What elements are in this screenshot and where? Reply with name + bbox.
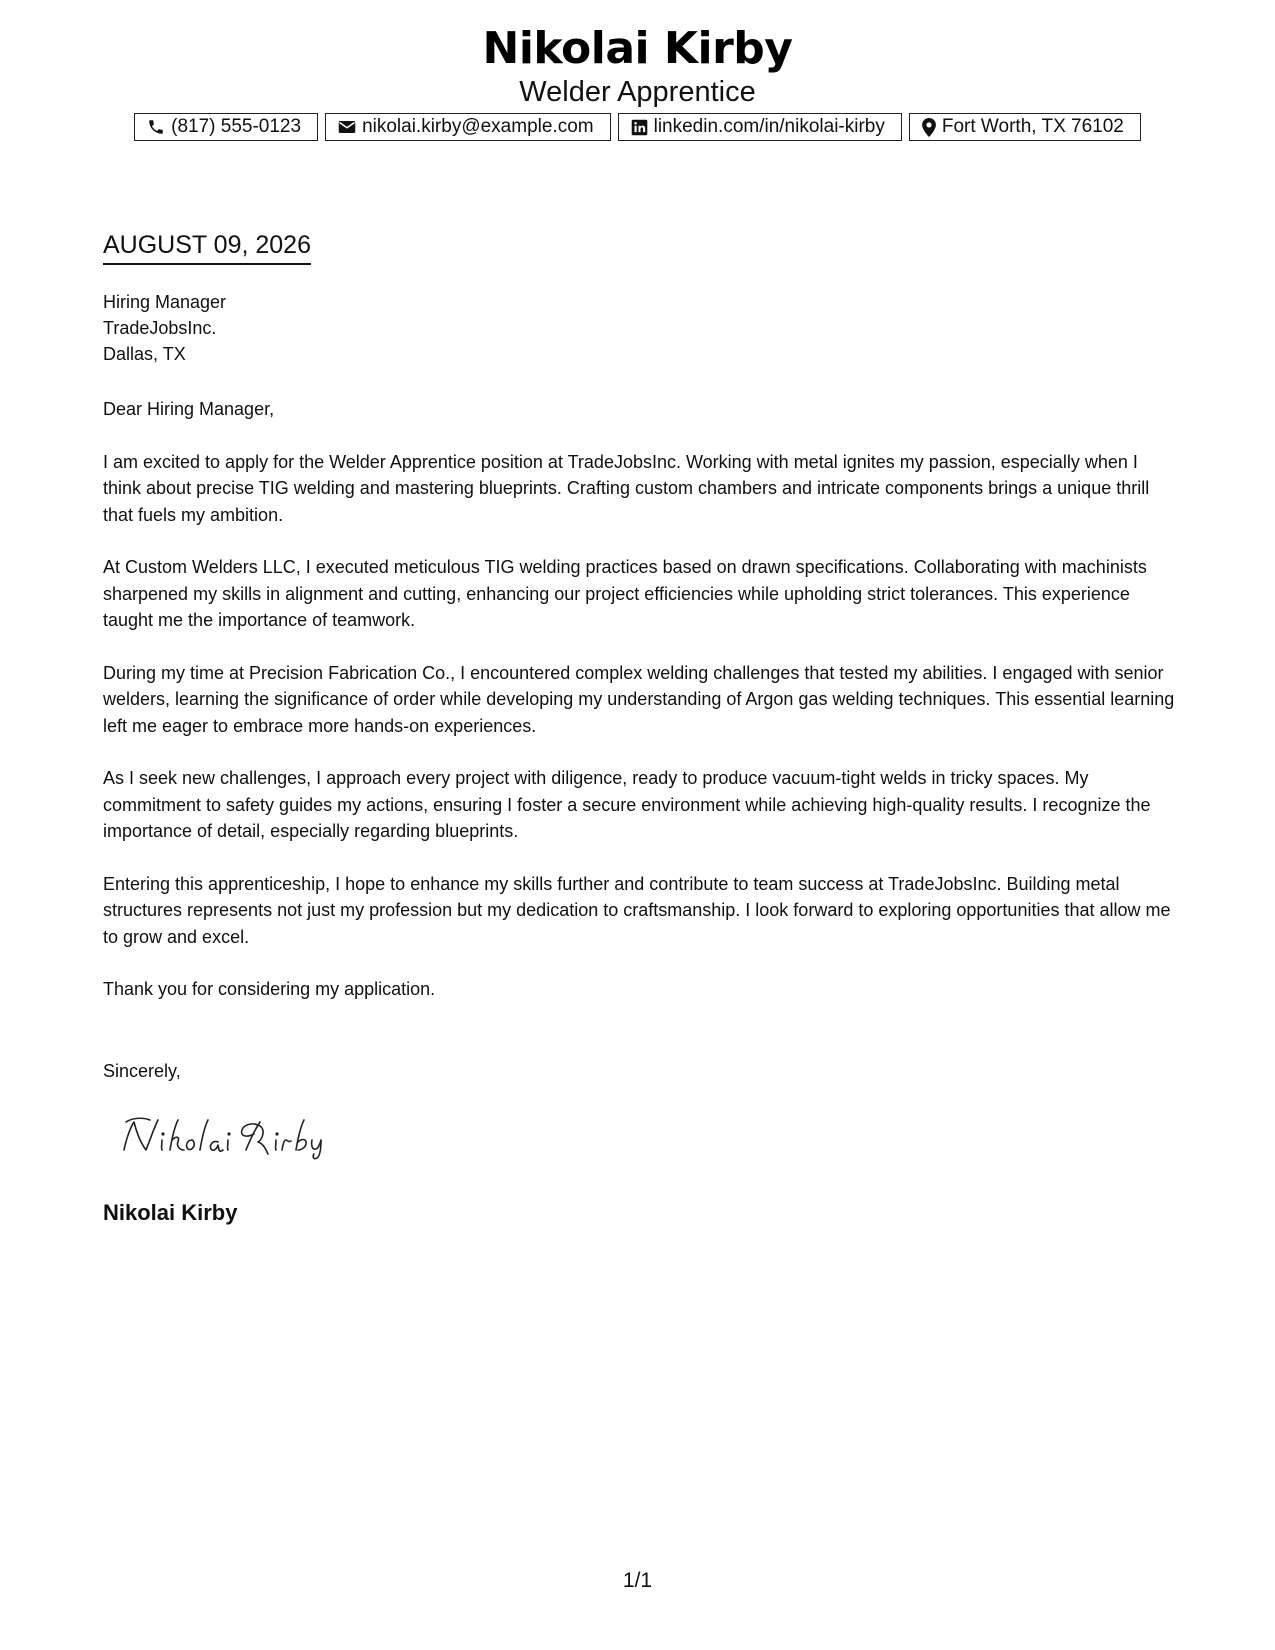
recipient-line: Hiring Manager — [103, 292, 227, 312]
salutation: Dear Hiring Manager, — [103, 399, 275, 419]
body-paragraph: Entering this apprenticeship, I hope to enhance my skills further and contribute to team success at TradeJobsInc. Building metal structures represents not just my profession but my dedication to craftsmanship. I look forward to exploring opportunities that allow me to grow and excel. — [103, 873, 1171, 947]
body-paragraph: Thank you for considering my application. — [103, 979, 436, 999]
contact-email-text: nikolai.kirby@example.com — [362, 116, 594, 137]
contact-location-text: Fort Worth, TX 76102 — [941, 116, 1124, 137]
contact-bar — [0, 113, 1275, 141]
linkedin-icon — [631, 119, 648, 136]
envelope-icon — [338, 119, 356, 135]
contact-location[interactable] — [909, 113, 1141, 141]
closing-line: Sincerely, — [103, 1061, 181, 1081]
map-pin-icon — [922, 118, 936, 137]
applicant-name: Nikolai Kirby — [482, 23, 793, 74]
page-number: 1/1 — [622, 1569, 653, 1592]
body-paragraph: At Custom Welders LLC, I executed meticulous TIG welding practices based on drawn specifications. Collaborating with machinists sharpened my skills in alignment and cutting, enhancing our project efficiencies while upholding strict tolerances. This experience taught me the importance of teamwork. — [103, 557, 1147, 630]
contact-linkedin-text: linkedin.com/in/nikolai-kirby — [653, 116, 885, 137]
contact-email[interactable] — [325, 113, 611, 141]
contact-linkedin[interactable] — [618, 113, 902, 141]
contact-phone-text: (817) 555-0123 — [171, 116, 302, 137]
contact-phone[interactable] — [134, 113, 318, 141]
body-paragraph: As I seek new challenges, I approach every project with diligence, ready to produce vacuum-tight welds in tricky spaces. My commitment to safety guides my actions, ensuring I foster a secure environment while achieving high-quality results. I recognize the importance of detail, especially regarding blueprints. — [103, 768, 1151, 841]
letter-body — [103, 396, 1178, 1029]
recipient-line: Dallas, TX — [103, 344, 186, 364]
phone-icon — [147, 118, 165, 136]
signer-name: Nikolai Kirby — [103, 1200, 238, 1225]
body-paragraph: I am excited to apply for the Welder Apprentice position at TradeJobsInc. Working with metal ignites my passion, especially when I think about precise TIG welding and mastering blueprints. Crafting custom chambers and intricate components brings a unique thrill that fuels my ambition. — [103, 451, 1150, 525]
applicant-job-title: Welder Apprentice — [519, 76, 756, 108]
handwritten-signature — [118, 1112, 358, 1162]
letter-header — [0, 22, 1275, 108]
recipient-block — [103, 289, 226, 367]
recipient-line: TradeJobsInc. — [103, 318, 217, 338]
letter-date: AUGUST 09, 2026 — [103, 230, 311, 265]
body-paragraph: During my time at Precision Fabrication Co., I encountered complex welding challenges that tested my abilities. I engaged with senior welders, learning the significance of order while developing my understanding of Argon gas welding techniques. This essential learning left me eager to embrace more hands-on experiences. — [103, 662, 1175, 736]
